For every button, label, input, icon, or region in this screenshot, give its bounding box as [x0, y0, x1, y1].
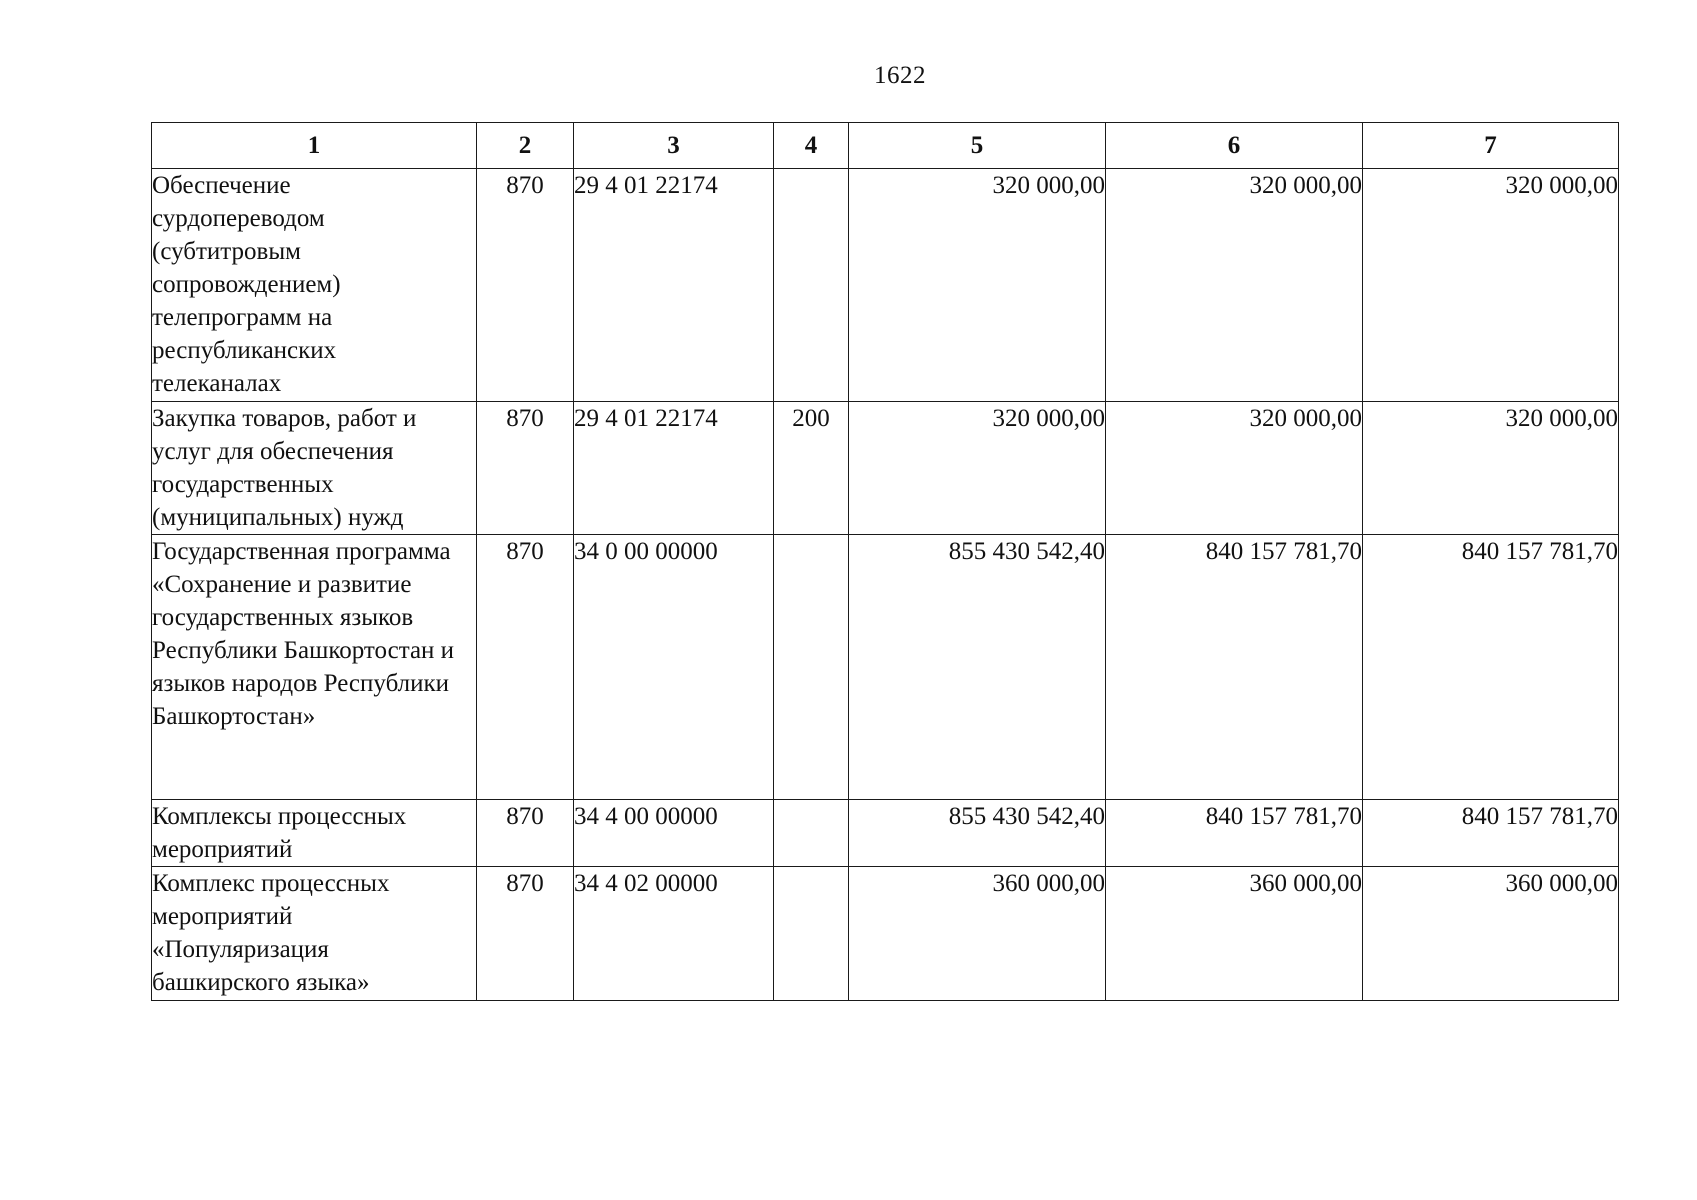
col-header-7: 7	[1363, 123, 1619, 169]
col-header-4: 4	[774, 123, 849, 169]
row-sum-year-2: 840 157 781,70	[1106, 535, 1363, 800]
row-code: 870	[477, 867, 574, 1001]
table-row	[152, 535, 1619, 800]
row-target-article: 29 4 01 22174	[574, 402, 774, 535]
row-sum-year-3: 360 000,00	[1363, 867, 1619, 1001]
row-sum-year-2: 320 000,00	[1106, 402, 1363, 535]
row-sum-year-3: 840 157 781,70	[1363, 535, 1619, 800]
table-row	[152, 169, 1619, 402]
header-row	[152, 123, 1619, 169]
row-expense-type	[774, 169, 849, 402]
row-name: Закупка товаров, работ и услуг для обеспечения государственных (муниципальных) нужд	[152, 402, 477, 535]
col-header-3: 3	[574, 123, 774, 169]
row-target-article: 34 0 00 00000	[574, 535, 774, 800]
row-sum-year-1: 855 430 542,40	[849, 800, 1106, 867]
row-target-article: 34 4 02 00000	[574, 867, 774, 1001]
row-sum-year-1: 320 000,00	[849, 169, 1106, 402]
row-sum-year-3: 320 000,00	[1363, 402, 1619, 535]
row-code: 870	[477, 535, 574, 800]
row-name: Государственная программа «Сохранение и развитие государственных языков Республики Башкортостан и языков народов Республики Башкортостан»	[152, 535, 477, 800]
row-sum-year-1: 855 430 542,40	[849, 535, 1106, 800]
row-sum-year-2: 360 000,00	[1106, 867, 1363, 1001]
row-code: 870	[477, 800, 574, 867]
row-expense-type	[774, 800, 849, 867]
page-number: 1622	[874, 62, 926, 89]
row-name: Комплексы процессных мероприятий	[152, 800, 477, 867]
row-sum-year-2: 840 157 781,70	[1106, 800, 1363, 867]
col-header-2: 2	[477, 123, 574, 169]
row-expense-type	[774, 535, 849, 800]
row-expense-type: 200	[774, 402, 849, 535]
row-sum-year-2: 320 000,00	[1106, 169, 1363, 402]
row-sum-year-1: 320 000,00	[849, 402, 1106, 535]
table-row	[152, 800, 1619, 867]
table-row	[152, 867, 1619, 1001]
col-header-1: 1	[152, 123, 477, 169]
budget-table	[151, 122, 1619, 1001]
row-expense-type	[774, 867, 849, 1001]
col-header-5: 5	[849, 123, 1106, 169]
row-code: 870	[477, 169, 574, 402]
row-name: Обеспечение сурдопереводом (субтитровым сопровождением) телепрограмм на республиканских телеканалах	[152, 169, 477, 402]
col-header-6: 6	[1106, 123, 1363, 169]
row-sum-year-3: 320 000,00	[1363, 169, 1619, 402]
table-row	[152, 402, 1619, 535]
row-target-article: 34 4 00 00000	[574, 800, 774, 867]
row-code: 870	[477, 402, 574, 535]
row-sum-year-3: 840 157 781,70	[1363, 800, 1619, 867]
row-sum-year-1: 360 000,00	[849, 867, 1106, 1001]
row-name: Комплекс процессных мероприятий «Популяризация башкирского языка»	[152, 867, 477, 1001]
row-target-article: 29 4 01 22174	[574, 169, 774, 402]
